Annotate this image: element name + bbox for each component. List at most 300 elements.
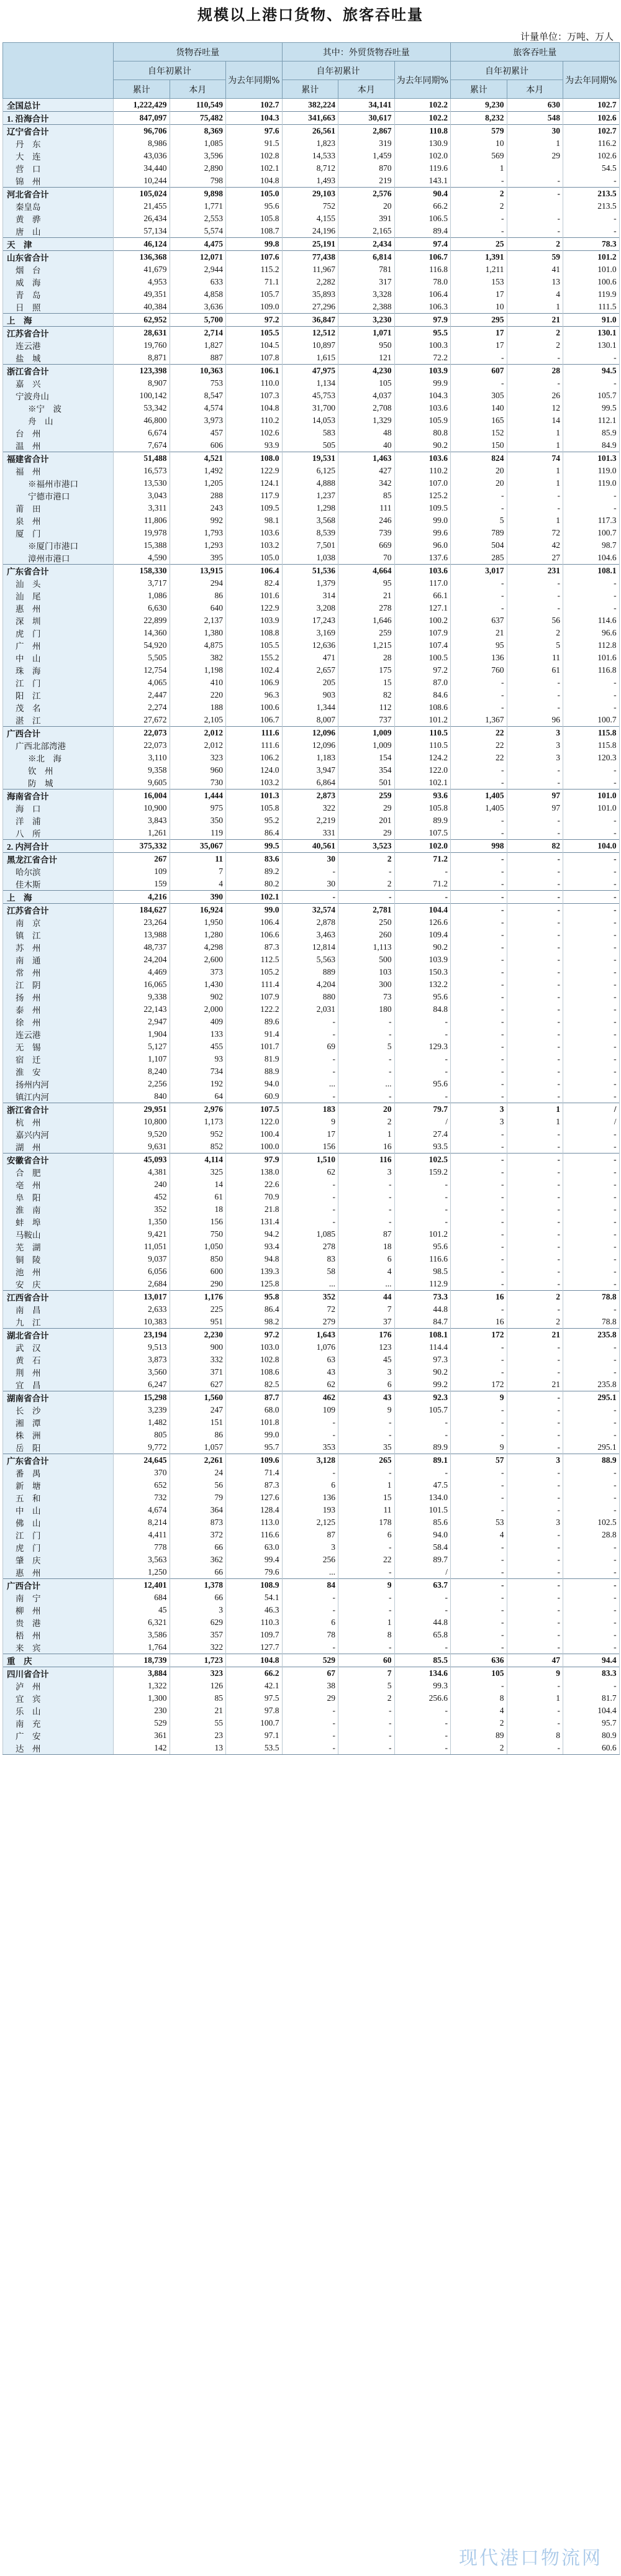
cell: -: [451, 916, 507, 929]
cell: 732: [114, 1491, 170, 1504]
cell: 89: [451, 1729, 507, 1742]
cell: -: [563, 701, 620, 714]
cell: 3,230: [338, 314, 395, 327]
cell: 110.8: [394, 125, 451, 138]
cell: 4,411: [114, 1529, 170, 1541]
table-row: [3, 439, 620, 452]
row-name: 湖 州: [3, 1140, 114, 1154]
cell: 2,976: [170, 1103, 226, 1116]
row-name: 宿 迁: [3, 1053, 114, 1065]
cell: 362: [170, 1554, 226, 1566]
cell: -: [507, 577, 563, 589]
cell: 850: [170, 1253, 226, 1265]
cell: 192: [170, 1078, 226, 1090]
cell: -: [507, 1416, 563, 1429]
cell: 1: [507, 1103, 563, 1116]
cell: 1,771: [170, 200, 226, 212]
cell: 11: [170, 853, 226, 866]
cell: 106.7: [394, 251, 451, 264]
cell: 4,574: [170, 402, 226, 414]
cell: 20: [451, 465, 507, 477]
cell: 1: [451, 162, 507, 175]
cell: 99.6: [394, 527, 451, 539]
cell: 6: [338, 1529, 395, 1541]
cell: 1,367: [451, 714, 507, 727]
cell: -: [563, 1203, 620, 1216]
cell: -: [451, 1641, 507, 1654]
cell: 8,232: [451, 112, 507, 125]
cell: 110.2: [394, 465, 451, 477]
cell: 101.3: [563, 452, 620, 465]
row-name: 贵 港: [3, 1616, 114, 1629]
cell: 1,329: [338, 414, 395, 427]
row-name: 福 州: [3, 465, 114, 477]
row-name: 佳木斯: [3, 878, 114, 891]
cell: 28.8: [563, 1529, 620, 1541]
cell: 10,900: [114, 802, 170, 814]
cell: 16,573: [114, 465, 170, 477]
cell: -: [563, 1016, 620, 1028]
cell: -: [394, 1641, 451, 1654]
row-name: 新 塘: [3, 1479, 114, 1491]
cell: 3,523: [338, 840, 395, 853]
cell: 1,183: [282, 752, 338, 764]
cell: 90.4: [394, 188, 451, 201]
cell: 5: [507, 639, 563, 652]
table-row: [3, 1391, 620, 1404]
cell: 44: [338, 1291, 395, 1304]
cell: 107.5: [394, 827, 451, 840]
cell: -: [451, 764, 507, 776]
cell: -: [563, 1554, 620, 1566]
cell: 1,463: [338, 452, 395, 465]
cell: -: [563, 589, 620, 602]
cell: 53,342: [114, 402, 170, 414]
table-row: [3, 301, 620, 314]
cell: 119.0: [563, 477, 620, 489]
cell: -: [451, 1203, 507, 1216]
table-row: [3, 1429, 620, 1441]
cell: 18,739: [114, 1654, 170, 1667]
cell: 104.0: [563, 840, 620, 853]
cell: -: [563, 1003, 620, 1016]
table-row: [3, 1654, 620, 1667]
cell: 20: [338, 200, 395, 212]
cell: -: [507, 188, 563, 201]
cell: 102.2: [394, 99, 451, 112]
cell: 151: [170, 1416, 226, 1429]
cell: 1,009: [338, 739, 395, 752]
cell: 99.0: [394, 514, 451, 527]
cell: 54.5: [563, 162, 620, 175]
cell: 96,706: [114, 125, 170, 138]
cell: 35: [338, 1441, 395, 1454]
cell: 629: [170, 1616, 226, 1629]
cell: 824: [451, 452, 507, 465]
cell: 2,434: [338, 238, 395, 251]
row-name: 嘉 兴: [3, 377, 114, 389]
cell: 124.1: [226, 477, 283, 489]
row-name: 广 安: [3, 1729, 114, 1742]
table-row: [3, 502, 620, 514]
cell: 1,057: [170, 1441, 226, 1454]
cell: 137.6: [394, 552, 451, 565]
table-row: [3, 865, 620, 878]
cell: 60.9: [226, 1090, 283, 1103]
cell: -: [338, 1704, 395, 1717]
row-name: 江西省合计: [3, 1291, 114, 1304]
cell: 9,230: [451, 99, 507, 112]
cell: 10,244: [114, 175, 170, 188]
cell: -: [451, 1090, 507, 1103]
cell: 870: [338, 162, 395, 175]
cell: 172: [451, 1329, 507, 1342]
table-row: [3, 1053, 620, 1065]
cell: 12,636: [282, 639, 338, 652]
cell: -: [507, 489, 563, 502]
cell: 70.9: [226, 1191, 283, 1203]
cell: 106.4: [394, 288, 451, 301]
cell: 107.6: [226, 251, 283, 264]
cell: -: [451, 1680, 507, 1692]
cell: 86.4: [226, 827, 283, 840]
cell: 117.9: [226, 489, 283, 502]
cell: -: [338, 1717, 395, 1729]
cell: 112: [338, 701, 395, 714]
cell: 101.0: [563, 790, 620, 803]
cell: 87: [282, 1529, 338, 1541]
table-row: [3, 1366, 620, 1378]
cell: 97.5: [226, 1692, 283, 1704]
cell: 114.6: [563, 614, 620, 627]
cell: 1: [507, 439, 563, 452]
row-name: 南 京: [3, 916, 114, 929]
cell: 2,657: [282, 664, 338, 676]
row-name: 柳 州: [3, 1604, 114, 1616]
cell: 110.3: [226, 1616, 283, 1629]
cell: 235.8: [563, 1378, 620, 1391]
row-name: 广东省合计: [3, 1454, 114, 1467]
cell: 78.0: [394, 276, 451, 288]
table-row: [3, 904, 620, 917]
row-name: 泉 州: [3, 514, 114, 527]
table-row: [3, 1680, 620, 1692]
cell: -: [451, 1354, 507, 1366]
row-name: 洋 浦: [3, 814, 114, 827]
cell: 6,630: [114, 602, 170, 614]
cell: 43: [282, 1366, 338, 1378]
row-name: 无 锡: [3, 1040, 114, 1053]
cell: 100.7: [563, 714, 620, 727]
cell: 43,036: [114, 150, 170, 162]
row-name: 湛 江: [3, 714, 114, 727]
cell: -: [563, 1680, 620, 1692]
cell: 3,560: [114, 1366, 170, 1378]
row-name: 宜 宾: [3, 1692, 114, 1704]
cell: 760: [451, 664, 507, 676]
cell: -: [563, 1541, 620, 1554]
cell: 9,772: [114, 1441, 170, 1454]
cell: 98.2: [226, 1316, 283, 1329]
cell: -: [507, 1742, 563, 1755]
cell: 7: [170, 865, 226, 878]
table-row: [3, 162, 620, 175]
cell: 2,576: [338, 188, 395, 201]
cell: 105.7: [226, 288, 283, 301]
cell: 3,110: [114, 752, 170, 764]
cell: /: [394, 1566, 451, 1579]
cell: 95: [338, 577, 395, 589]
cell: 373: [170, 966, 226, 978]
cell: 1,380: [170, 627, 226, 639]
cell: -: [507, 1166, 563, 1178]
cell: 94.2: [226, 1228, 283, 1240]
cell: 82.5: [226, 1378, 283, 1391]
cell: 41,679: [114, 263, 170, 276]
cell: 21: [507, 314, 563, 327]
cell: 105.8: [226, 212, 283, 225]
cell: 2,388: [338, 301, 395, 314]
cell: -: [451, 212, 507, 225]
cell: 781: [338, 263, 395, 276]
cell: 36,847: [282, 314, 338, 327]
cell: 22: [451, 739, 507, 752]
cell: 62: [282, 1166, 338, 1178]
cell: 105,024: [114, 188, 170, 201]
cell: -: [507, 1016, 563, 1028]
cell: 8,871: [114, 352, 170, 365]
row-name: 唐 山: [3, 225, 114, 238]
table-row: [3, 978, 620, 991]
row-name: 八 所: [3, 827, 114, 840]
cell: -: [563, 891, 620, 904]
cell: 4,475: [170, 238, 226, 251]
cell: 95.5: [394, 327, 451, 340]
cell: 10,897: [282, 339, 338, 352]
cell: 1,298: [282, 502, 338, 514]
cell: ...: [338, 1078, 395, 1090]
cell: -: [563, 1416, 620, 1429]
cell: /: [394, 1116, 451, 1128]
cell: 2,105: [170, 714, 226, 727]
cell: 108.6: [394, 701, 451, 714]
cell: 49,351: [114, 288, 170, 301]
cell: 3,973: [170, 414, 226, 427]
cell: -: [507, 1491, 563, 1504]
cell: -: [338, 865, 395, 878]
cell: 16: [338, 1140, 395, 1154]
cell: 17,243: [282, 614, 338, 627]
cell: -: [507, 1704, 563, 1717]
cell: 2,261: [170, 1454, 226, 1467]
cell: 12,814: [282, 941, 338, 953]
cell: 3: [507, 752, 563, 764]
table-row: [3, 402, 620, 414]
row-name: 宁波舟山: [3, 389, 114, 402]
cell: -: [451, 1016, 507, 1028]
row-name: 河北省合计: [3, 188, 114, 201]
cell: 45,753: [282, 389, 338, 402]
table-row: [3, 739, 620, 752]
cell: 15: [338, 676, 395, 689]
cell: -: [507, 776, 563, 790]
header-month: 本月: [170, 80, 226, 99]
cell: -: [563, 1028, 620, 1040]
cell: 3,463: [282, 929, 338, 941]
cell: 669: [338, 539, 395, 552]
cell: 11: [507, 652, 563, 664]
cell: 94.0: [226, 1078, 283, 1090]
cell: 101.2: [563, 251, 620, 264]
cell: 3,884: [114, 1667, 170, 1680]
cell: -: [451, 489, 507, 502]
table-row: [3, 365, 620, 378]
cell: -: [507, 1178, 563, 1191]
table-row: [3, 1216, 620, 1228]
cell: 99.9: [394, 377, 451, 389]
cell: -: [507, 676, 563, 689]
row-name: 深 圳: [3, 614, 114, 627]
cell: 136: [451, 652, 507, 664]
cell: 114.4: [394, 1341, 451, 1354]
cell: -: [282, 1742, 338, 1755]
cell: 2,944: [170, 263, 226, 276]
cell: 3,563: [114, 1554, 170, 1566]
cell: 805: [114, 1429, 170, 1441]
cell: -: [507, 1216, 563, 1228]
cell: 3,239: [114, 1404, 170, 1416]
table-row: [3, 1178, 620, 1191]
cell: 410: [170, 676, 226, 689]
row-name: 阜 阳: [3, 1191, 114, 1203]
cell: 122.0: [394, 764, 451, 776]
cell: 395: [170, 552, 226, 565]
cell: 1,134: [282, 377, 338, 389]
row-name: 惠 州: [3, 1566, 114, 1579]
cell: 79: [170, 1491, 226, 1504]
cell: 455: [170, 1040, 226, 1053]
row-name: 锦 州: [3, 175, 114, 188]
table-row: [3, 188, 620, 201]
table-row: [3, 776, 620, 790]
cell: 104.8: [226, 175, 283, 188]
cell: -: [563, 878, 620, 891]
cell: -: [451, 1629, 507, 1641]
cell: 361: [114, 1729, 170, 1742]
cell: -: [507, 878, 563, 891]
cell: 101.2: [394, 714, 451, 727]
cell: 300: [338, 978, 395, 991]
cell: 101.5: [394, 1504, 451, 1516]
row-name: 铜 陵: [3, 1253, 114, 1265]
cell: 100.5: [394, 652, 451, 664]
cell: 256: [282, 1554, 338, 1566]
cell: 462: [282, 1391, 338, 1404]
cell: -: [451, 814, 507, 827]
cell: 1,009: [338, 727, 395, 740]
cell: 5: [451, 514, 507, 527]
cell: -: [338, 1429, 395, 1441]
cell: 1,823: [282, 137, 338, 150]
cell: -: [507, 1228, 563, 1240]
cell: 887: [170, 352, 226, 365]
cell: 80.2: [226, 878, 283, 891]
table-row: [3, 238, 620, 251]
cell: 1,215: [338, 639, 395, 652]
row-name: ※福州市港口: [3, 477, 114, 489]
cell: 230: [114, 1704, 170, 1717]
cell: 14,533: [282, 150, 338, 162]
cell: 371: [170, 1366, 226, 1378]
cell: 17: [451, 339, 507, 352]
table-row: [3, 427, 620, 439]
cell: 630: [507, 99, 563, 112]
cell: -: [563, 1053, 620, 1065]
row-name: 莆 田: [3, 502, 114, 514]
cell: 28,631: [114, 327, 170, 340]
cell: -: [507, 1504, 563, 1516]
cell: 104.5: [226, 339, 283, 352]
cell: 107.8: [226, 352, 283, 365]
cell: 40,561: [282, 840, 338, 853]
cell: -: [563, 1467, 620, 1479]
cell: -: [451, 689, 507, 701]
cell: 89.2: [226, 865, 283, 878]
table-row: [3, 1604, 620, 1616]
cell: 4,664: [338, 565, 395, 578]
cell: 97.2: [394, 664, 451, 676]
cell: 789: [451, 527, 507, 539]
cell: -: [451, 1278, 507, 1291]
cell: 89.4: [394, 225, 451, 238]
cell: 72: [507, 527, 563, 539]
cell: -: [507, 953, 563, 966]
cell: 8: [507, 1729, 563, 1742]
cell: 20: [451, 477, 507, 489]
cell: 739: [338, 527, 395, 539]
cell: -: [282, 1717, 338, 1729]
row-name: 汕 头: [3, 577, 114, 589]
cell: 130.9: [394, 137, 451, 150]
cell: 193: [282, 1504, 338, 1516]
cell: -: [563, 1090, 620, 1103]
cell: 1,459: [338, 150, 395, 162]
cell: -: [282, 865, 338, 878]
cell: 13,017: [114, 1291, 170, 1304]
table-row: [3, 263, 620, 276]
table-row: [3, 150, 620, 162]
cell: 100,142: [114, 389, 170, 402]
cell: 357: [170, 1629, 226, 1641]
cell: -: [563, 1140, 620, 1154]
cell: 1,764: [114, 1641, 170, 1654]
cell: 72.2: [394, 352, 451, 365]
cell: 352: [282, 1291, 338, 1304]
cell: 627: [170, 1378, 226, 1391]
cell: 21: [507, 1378, 563, 1391]
row-name: 广 州: [3, 639, 114, 652]
cell: 607: [451, 365, 507, 378]
cell: 102.1: [394, 776, 451, 790]
cell: 341,663: [282, 112, 338, 125]
cell: -: [563, 953, 620, 966]
table-row: [3, 1378, 620, 1391]
row-name: 杭 州: [3, 1116, 114, 1128]
row-name: 海南省合计: [3, 790, 114, 803]
cell: 102.8: [226, 1354, 283, 1366]
cell: 15,388: [114, 539, 170, 552]
cell: 125.2: [394, 489, 451, 502]
